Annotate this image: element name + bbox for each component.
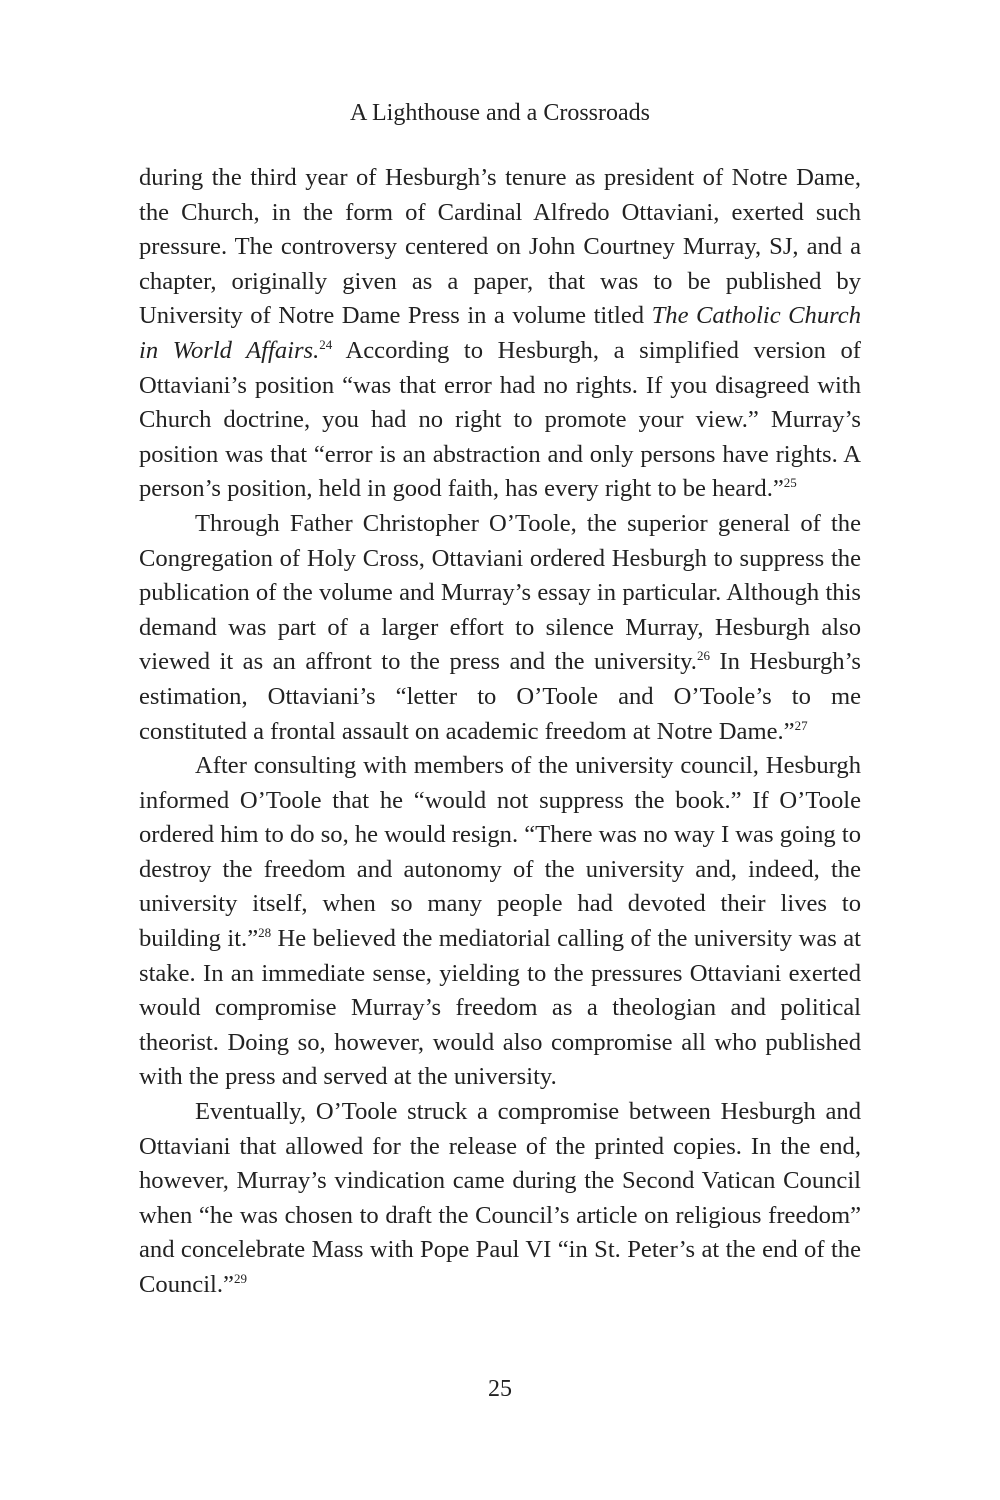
footnote-ref-29: 29 bbox=[233, 1270, 247, 1286]
paragraph-1 bbox=[139, 161, 861, 507]
footnote-ref-27: 27 bbox=[794, 717, 808, 733]
text-segment: He believed the mediatorial calling of the university was at stake. In an immediate sense, yielding to the pressures Ottaviani exerted would compromise Murray’s freedom as a theologian and political theorist. Doing so, however, would also compromise all who published with the press and served at the university. bbox=[139, 925, 861, 1091]
footnote-ref-28: 28 bbox=[258, 924, 272, 940]
text-segment: Through Father Christopher O’Toole, the superior general of the Congregation of Holy Cross, Ottaviani ordered Hesburgh to suppress the publication of the volume and Murray’s essay in particular. Although this demand was part of a larger effort to silence Murray, Hesburgh also viewed it as an affront to the press and the university. bbox=[139, 509, 861, 676]
paragraph-3 bbox=[139, 749, 861, 1095]
footnote-ref-24: 24 bbox=[319, 336, 333, 352]
text-segment: After consulting with members of the university council, Hesburgh informed O’Toole that he “would not suppress the book.” If O’Toole ordered him to do so, he would resign. “There was no way I was going to destroy the freedom and autonomy of the university and, indeed, the university itself, when so many people had devoted their lives to building it.” bbox=[139, 752, 861, 953]
text-segment: According to Hesburgh, a simplified version of Ottaviani’s position “was that error had no rights. If you disagreed with Church doctrine, you had no right to promote your view.” Murray’s position was that “error is an abstraction and only persons have rights. A person’s position, held in good faith, has every right to be heard.” bbox=[139, 336, 861, 503]
text-segment: during the third year of Hesburgh’s tenure as president of Notre Dame, the Church, in the form of Cardinal Alfredo Ottaviani, exerted such pressure. The controversy centered on John Courtney Murray, SJ, and a chapter, originally given as a paper, that was to be published by University of Notre Dame Press in a volume titled bbox=[139, 164, 861, 330]
text-segment: In Hesburgh’s estimation, Ottaviani’s “letter to O’Toole and O’Toole’s to me constituted a frontal assault on academic freedom at Notre Dame.” bbox=[139, 648, 861, 745]
body-text bbox=[139, 161, 861, 1303]
book-title-italic: The Catholic Church in World Affairs. bbox=[139, 302, 862, 364]
paragraph-2 bbox=[139, 507, 861, 749]
page-number: 25 bbox=[488, 1376, 512, 1402]
footnote-ref-25: 25 bbox=[783, 475, 797, 491]
text-segment: Eventually, O’Toole struck a compromise between Hesburgh and Ottaviani that allowed for the release of the printed copies. In the end, however, Murray’s vindication came during the Second Vatican Council when “he was chosen to draft the Council’s article on religious freedom” and concelebrate Mass with Pope Paul VI “in St. Peter’s at the end of the Council.” bbox=[139, 1098, 861, 1298]
running-head: A Lighthouse and a Crossroads bbox=[350, 100, 650, 126]
footnote-ref-26: 26 bbox=[696, 648, 710, 664]
paragraph-4 bbox=[139, 1095, 861, 1303]
